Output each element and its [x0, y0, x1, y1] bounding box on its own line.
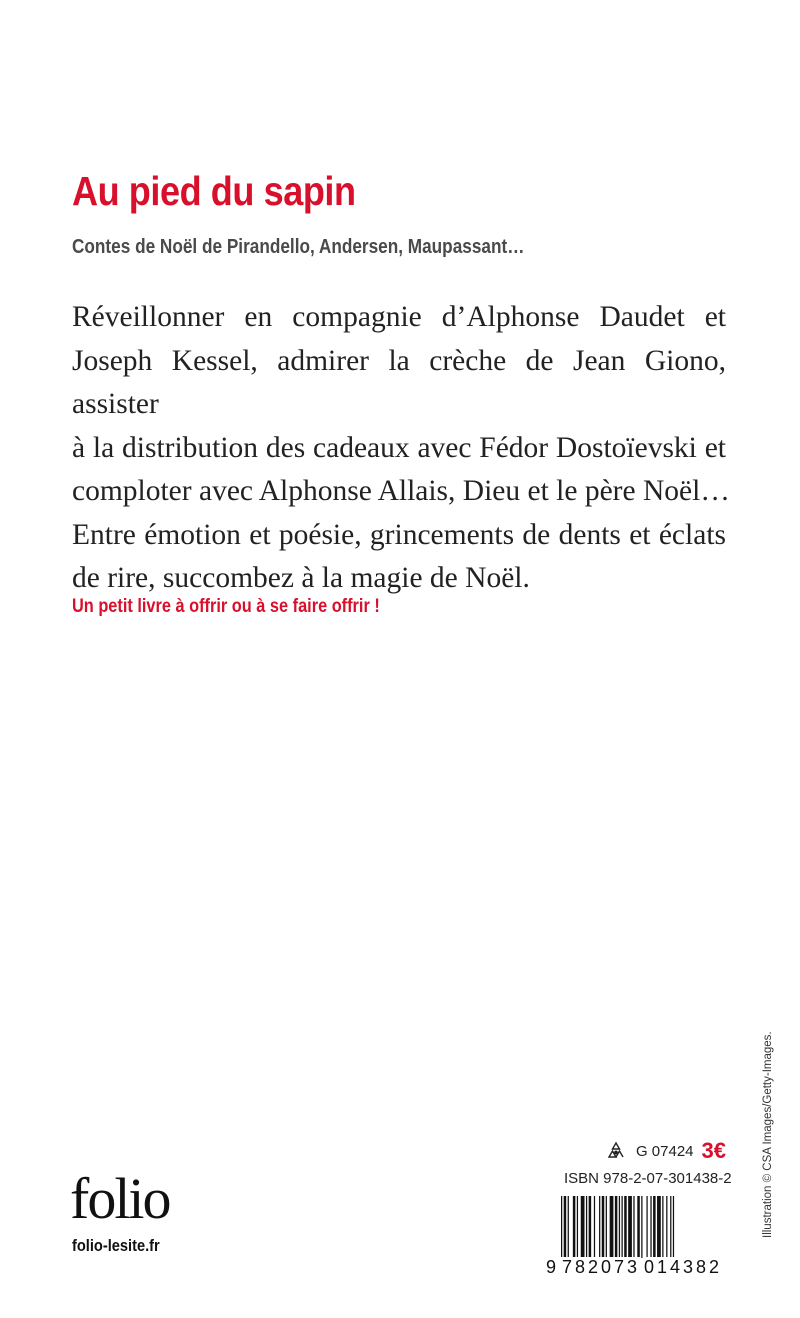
- tagline: Un petit livre à offrir ou à se faire offrir !: [72, 596, 380, 617]
- barcode-bar: [606, 1196, 607, 1258]
- blurb-line: Joseph Kessel, admirer la crèche de Jean Giono, assister: [72, 344, 726, 420]
- blurb: [72, 296, 730, 601]
- barcode-bar: [637, 1196, 640, 1258]
- blurb-line: à la distribution des cadeaux avec Fédor Dostoïevski et: [72, 431, 726, 464]
- barcode-bar: [641, 1196, 642, 1258]
- barcode-bar: [581, 1196, 585, 1258]
- price: 3€: [701, 1138, 726, 1163]
- publisher-website: folio-lesite.fr: [72, 1236, 160, 1255]
- barcode-bar: [610, 1196, 614, 1258]
- barcode-bar: [615, 1196, 618, 1258]
- barcode-bar: [628, 1196, 632, 1258]
- recycling-icon: [606, 1141, 626, 1161]
- barcode-bar: [577, 1196, 578, 1258]
- barcode-bar: [653, 1196, 656, 1258]
- barcode-bar: [573, 1196, 576, 1258]
- blurb-line: Réveillonner en compagnie d’Alphonse Daudet et: [72, 301, 726, 333]
- barcode-bar: [646, 1196, 647, 1258]
- barcode-bar: [633, 1196, 634, 1258]
- barcode-bar: [662, 1196, 663, 1258]
- barcode-digits: [547, 1257, 727, 1279]
- barcode-bar: [624, 1196, 627, 1258]
- barcode-bar: [599, 1196, 600, 1258]
- book-title: Au pied du sapin: [72, 168, 356, 214]
- barcode-bar: [657, 1196, 661, 1258]
- barcode-bar: [602, 1196, 605, 1258]
- blurb-line: comploter avec Alphonse Allais, Dieu et le père Noël…: [72, 475, 730, 507]
- publisher-logo: folio: [70, 1166, 170, 1231]
- blurb-line: de rire, succombez à la magie de Noël.: [72, 562, 530, 594]
- price-row: [564, 1138, 726, 1164]
- barcode-bar: [666, 1196, 667, 1258]
- barcode-first-digit: 9: [546, 1257, 557, 1277]
- barcode-bar: [568, 1196, 569, 1258]
- book-subtitle: Contes de Noël de Pirandello, Andersen, Maupassant…: [72, 236, 525, 258]
- barcode-left-group: 782073: [562, 1257, 641, 1277]
- blurb-line: Entre émotion et poésie, grincements de dents et éclats: [72, 518, 726, 551]
- barcode-bar: [594, 1196, 595, 1258]
- barcode-bar: [670, 1196, 671, 1258]
- barcode-right-group: 014382: [644, 1257, 723, 1277]
- isbn: ISBN 978-2-07-301438-2: [564, 1170, 732, 1187]
- barcode-bar: [589, 1196, 592, 1258]
- product-code: G 07424: [635, 1142, 694, 1160]
- illustration-credit: Illustration © CSA Images/Getty-Images.: [762, 1031, 774, 1238]
- barcode-bar: [650, 1196, 651, 1258]
- barcode-bar: [586, 1196, 587, 1258]
